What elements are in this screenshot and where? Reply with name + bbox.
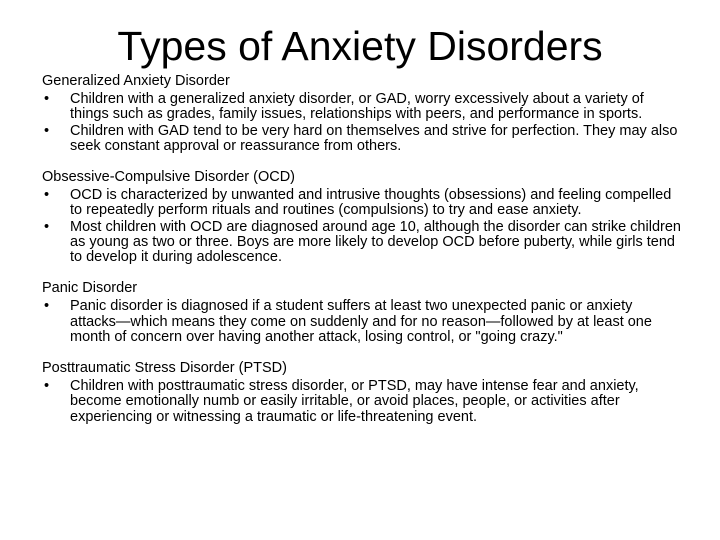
bullet-text: Children with GAD tend to be very hard on themselves and strive for perfection. They may also seek constant approval or reassurance from others. (70, 122, 678, 154)
section-heading: Generalized Anxiety Disorder (42, 73, 230, 89)
slide-title: Types of Anxiety Disorders (117, 23, 603, 69)
bullet-marker: • (44, 218, 50, 235)
bullet-item (42, 188, 682, 218)
bullet-text: OCD is characterized by unwanted and intrusive thoughts (obsessions) and feeling compelled to repeatedly perform rituals and routines (compulsions) to try and ease anxiety. (70, 187, 672, 219)
bullet-marker: • (44, 298, 50, 315)
bullet-text: Panic disorder is diagnosed if a student suffers at least two unexpected panic or anxiety attacks—which means they come on suddenly and for no reason—followed by at least one month of concern over having another attack, losing control, or "going crazy." (70, 298, 652, 345)
bullet-item (42, 379, 682, 425)
bullet-marker: • (44, 91, 50, 108)
bullet-item (42, 299, 682, 345)
section-ocd (42, 170, 682, 265)
bullet-text: Most children with OCD are diagnosed around age 10, although the disorder can strike children as young as two or three. Boys are more likely to develop OCD before puberty, while girls tend to develop it during adolescence. (70, 218, 681, 266)
section-heading: Panic Disorder (42, 280, 138, 297)
section-panic (42, 281, 682, 345)
bullet-item (42, 220, 682, 266)
section-ptsd (42, 361, 682, 425)
bullet-item (42, 92, 682, 122)
bullet-marker: • (44, 122, 50, 139)
bullet-text: Children with a generalized anxiety disorder, or GAD, worry excessively about a variety of things such as grades, family issues, relationships with peers, and performance in sports. (70, 91, 644, 123)
bullet-marker: • (44, 378, 50, 395)
section-gad (42, 74, 682, 154)
bullet-item (42, 124, 682, 154)
section-heading: Posttraumatic Stress Disorder (PTSD) (42, 360, 287, 377)
section-heading: Obsessive-Compulsive Disorder (OCD) (42, 169, 295, 186)
bullet-text: Children with posttraumatic stress disorder, or PTSD, may have intense fear and anxiety, become emotionally numb or easily irritable, or avoid places, people, or activities after experiencing or witnessing a traumatic or life-threatening event. (70, 378, 639, 425)
bullet-marker: • (44, 187, 50, 204)
slide-content (42, 74, 682, 426)
